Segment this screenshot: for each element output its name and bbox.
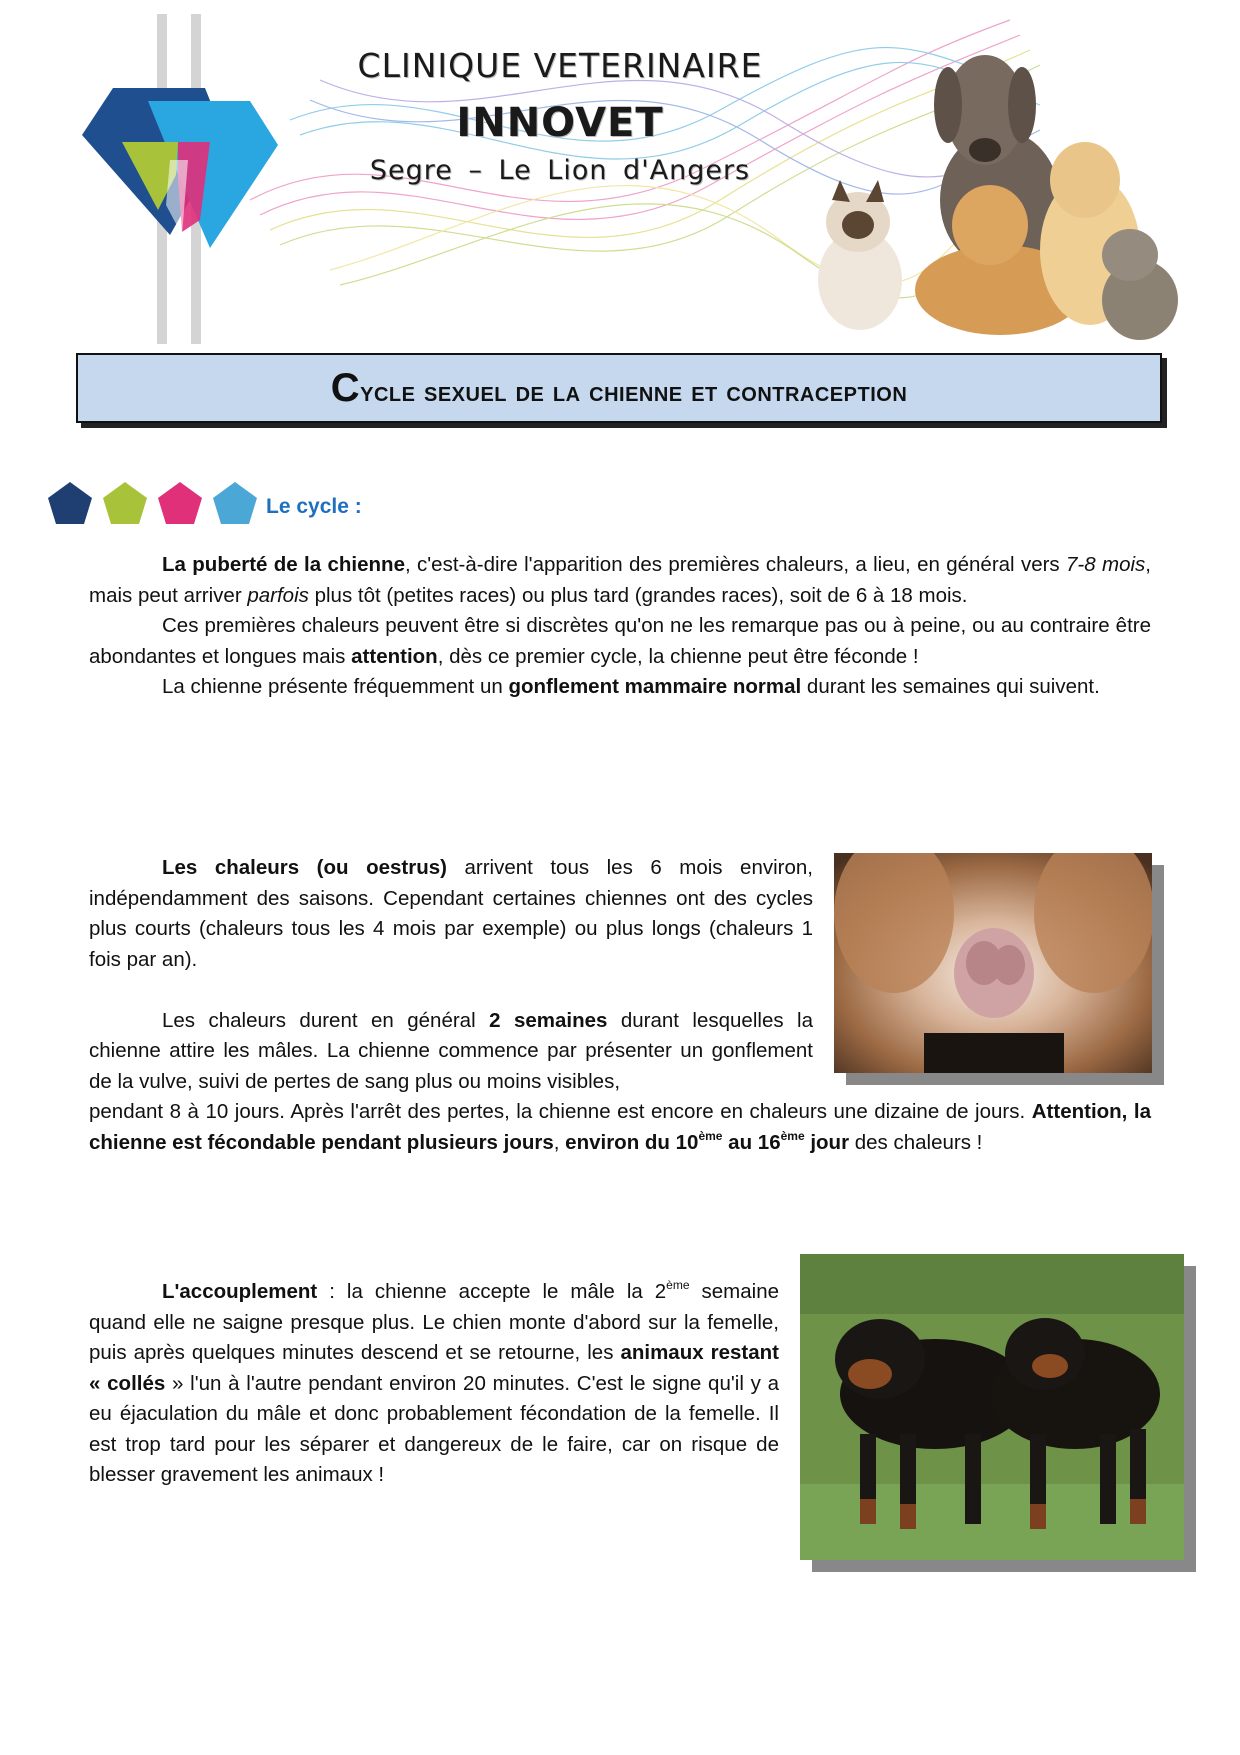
text: environ du 10	[565, 1130, 699, 1154]
page-header	[0, 0, 1240, 350]
bold-text	[565, 1128, 850, 1154]
superscript: ème	[666, 1278, 690, 1292]
intro-text	[89, 550, 1151, 703]
italic-text: parfois	[247, 583, 309, 607]
paragraph-mammary	[89, 672, 1151, 703]
superscript: ème	[780, 1128, 805, 1143]
section-label: Le cycle :	[266, 495, 362, 518]
bold-text: attention	[351, 644, 438, 668]
pentagon-icon	[158, 482, 202, 524]
mating-dogs-photo	[800, 1254, 1196, 1572]
text: » l'un à l'autre pendant environ 20 minutes. C'est le signe qu'il y a eu éjaculation du mâle et donc probablement fécondation de la femelle. Il est trop tard pour les séparer et dangereux de le faire, car on risque de blesser gravement les animaux !	[89, 1371, 780, 1486]
bold-text: gonflement mammaire normal	[508, 675, 802, 698]
text: semaine quand elle ne saigne presque plus. Le chien monte d'abord sur la femelle, puis après quelques minutes descend et se retourne, les	[89, 1280, 779, 1364]
text: ,	[553, 1130, 566, 1154]
mating-dogs-photo-image	[800, 1254, 1184, 1560]
mating-text	[89, 1277, 779, 1491]
bold-text: animaux restant « collés	[89, 1341, 779, 1395]
pentagon-icon	[103, 482, 147, 524]
bold-text: La puberté de la chienne	[162, 553, 405, 576]
diamond-logo	[82, 88, 278, 248]
text: plus tôt (petites races) ou plus tard (grandes races), soit de 6 à 18 mois.	[308, 583, 968, 607]
section-heading	[48, 480, 448, 526]
superscript: ème	[698, 1128, 723, 1143]
text: durant les semaines qui suivent.	[801, 675, 1100, 698]
text: Les chaleurs durent en général	[162, 1008, 490, 1032]
pentagon-icon	[48, 482, 92, 524]
pentagon-bullets	[48, 480, 263, 526]
text: pendant 8 à 10 jours. Après l'arrêt des pertes, la chienne est encore en chaleurs une dizaine de jours.	[89, 1100, 1026, 1123]
title-box	[76, 353, 1162, 423]
paragraph-duration-continued	[89, 1097, 1151, 1158]
text: Ces premières chaleurs peuvent être si discrètes qu'on ne les remarque pas ou à peine, ou au contraire être abondantes et longues mais	[89, 614, 1151, 668]
text: arrivent tous les 6 mois environ, indépendamment des saisons. Cependant certaines chiennes ont des cycles plus courts (chaleurs tous les 4 mois par exemple) ou plus longs (chaleurs 1 fois par an).	[89, 856, 813, 971]
text: jour	[804, 1130, 850, 1154]
paragraph-puberty	[89, 550, 1151, 611]
bold-text: Attention, la chienne est fécondable pendant plusieurs jours	[89, 1100, 1151, 1154]
text: des chaleurs !	[849, 1130, 983, 1154]
clinic-brand: INNOVET	[456, 100, 664, 146]
bold-text: Les chaleurs (ou oestrus)	[162, 856, 447, 879]
pentagon-icon	[213, 482, 257, 524]
italic-text: 7-8 mois	[1066, 553, 1146, 576]
animals-illustration	[818, 55, 1178, 340]
oestrus-text	[89, 853, 813, 1097]
page-title: Cycle sexuel de la chienne et contraception	[330, 365, 908, 410]
paragraph-duration	[89, 1006, 813, 1098]
text: , c'est-à-dire l'apparition des premières chaleurs, a lieu, en général vers	[404, 553, 1067, 576]
vulva-photo-image	[834, 853, 1152, 1073]
clinic-locations: Segre – Le Lion d'Angers	[369, 155, 751, 186]
clinic-name: CLINIQUE VETERINAIRE	[357, 46, 763, 85]
text: , dès ce premier cycle, la chienne peut être féconde !	[437, 644, 919, 668]
duration-text-continued	[89, 1097, 1151, 1158]
text: au 16	[722, 1130, 781, 1154]
paragraph-first-heat	[89, 611, 1151, 672]
spacer	[89, 975, 813, 1006]
paragraph-mating	[89, 1277, 779, 1491]
vulva-photo	[834, 853, 1164, 1085]
text: durant lesquelles la chienne attire les mâles. La chienne commence par présenter un gonflement de la vulve, suivi de pertes de sang plus ou moins visibles,	[89, 1008, 813, 1093]
text: , mais peut arriver	[89, 553, 1151, 607]
paragraph-oestrus	[89, 853, 813, 975]
bold-text: 2 semaines	[489, 1008, 608, 1032]
text: La chienne présente fréquemment un	[162, 675, 509, 698]
bold-text: L'accouplement	[162, 1280, 318, 1303]
text: : la chienne accepte le mâle la 2	[317, 1280, 667, 1303]
